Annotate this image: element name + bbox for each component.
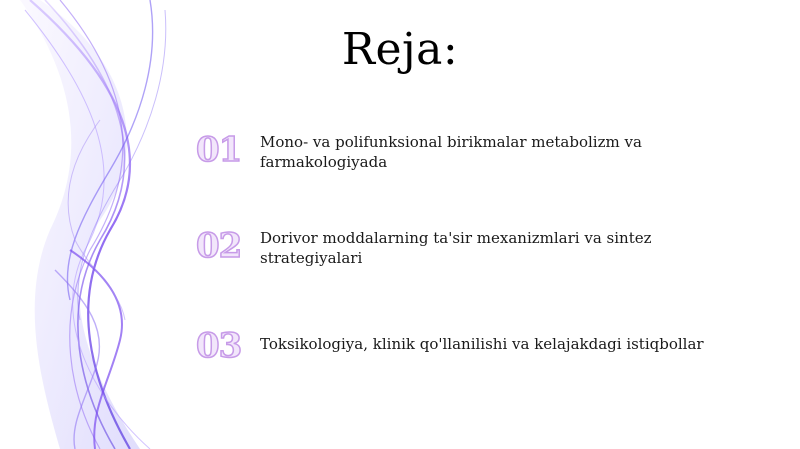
slide-title: Reja: <box>341 24 459 75</box>
agenda-text-3: Toksikologiya, klinik qo'llanilishi va kelajakdagi istiqbollar <box>260 335 704 353</box>
agenda-item-3 <box>196 322 756 382</box>
agenda-text-2: Dorivor moddalarning ta'sir mexanizmlari va sintez strategiyalari <box>260 229 652 267</box>
agenda-number-3: 03 <box>196 326 242 366</box>
agenda-number-2: 02 <box>196 226 242 266</box>
agenda-text-1: Mono- va polifunksional birikmalar metabolizm va farmakologiyada <box>260 133 642 171</box>
agenda-number-1: 01 <box>196 130 242 170</box>
agenda-item-1 <box>196 126 756 186</box>
purple-smoke-ribbon-decoration <box>0 0 200 449</box>
agenda-item-2 <box>196 222 756 282</box>
